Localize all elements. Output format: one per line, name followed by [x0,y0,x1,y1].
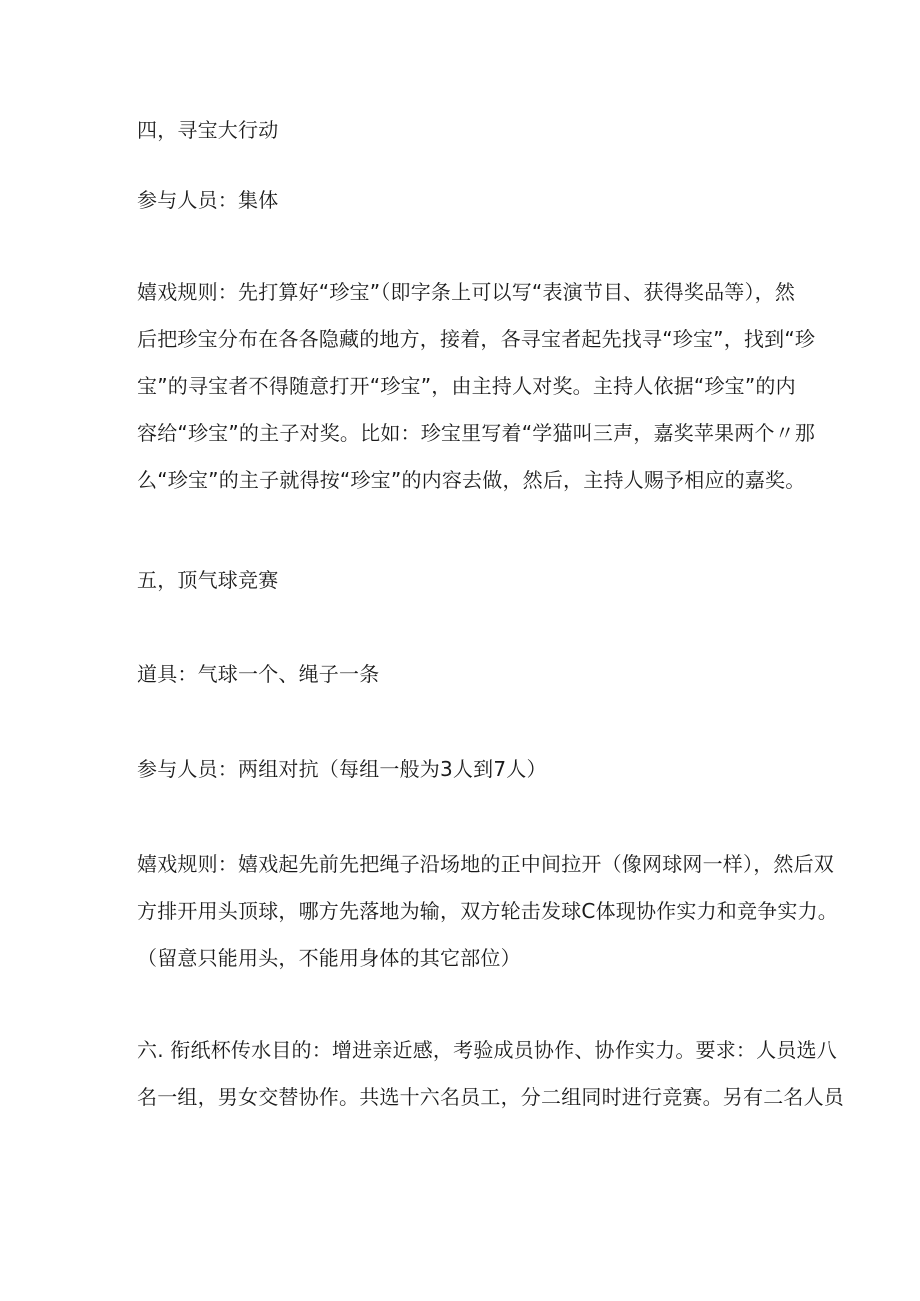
section-6-line: 名一组，男女交替协作。共选十六名员工，分二组同时进行竞赛。另有二名人员 [137,1085,844,1109]
rules-line: 嬉戏规则：先打算好“珍宝”（即字条上可以写“表演节目、获得奖品等），然 [137,280,796,304]
rules-line: 嬉戏规则：嬉戏起先前先把绳子沿场地的正中间拉开（像网球网一样），然后双 [137,852,834,876]
props-5: 道具：气球一个、绳子一条 [137,662,380,686]
rules-line: 宝”的寻宝者不得随意打开“珍宝”，由主持人对奖。主持人依据“珍宝”的内 [137,374,796,398]
rules-line: 容给“珍宝”的主子对奖。比如：珍宝里写着“学猫叫三声，嘉奖苹果两个〃那 [137,421,816,445]
section-6-line: 六. 衔纸杯传水目的：增进亲近感，考验成员协作、协作实力。要求：人员选八 [137,1038,837,1062]
section-heading-4: 四，寻宝大行动 [137,118,279,142]
rules-line: 方排开用头顶球，哪方先落地为输，双方轮击发球C体现协作实力和竞争实力。 [137,899,838,923]
participants-5: 参与人员：两组对抗（每组一般为3人到7人） [137,757,547,781]
rules-line: 后把珍宝分布在各各隐藏的地方，接着，各寻宝者起先找寻“珍宝”，找到“珍 [137,327,816,351]
rules-line: 么“珍宝”的主子就得按“珍宝”的内容去做，然后，主持人赐予相应的嘉奖。 [137,468,806,492]
participants-4: 参与人员：集体 [137,188,279,212]
rules-line: （留意只能用头，不能用身体的其它部位） [137,946,521,970]
section-heading-5: 五，顶气球竞赛 [137,568,279,592]
